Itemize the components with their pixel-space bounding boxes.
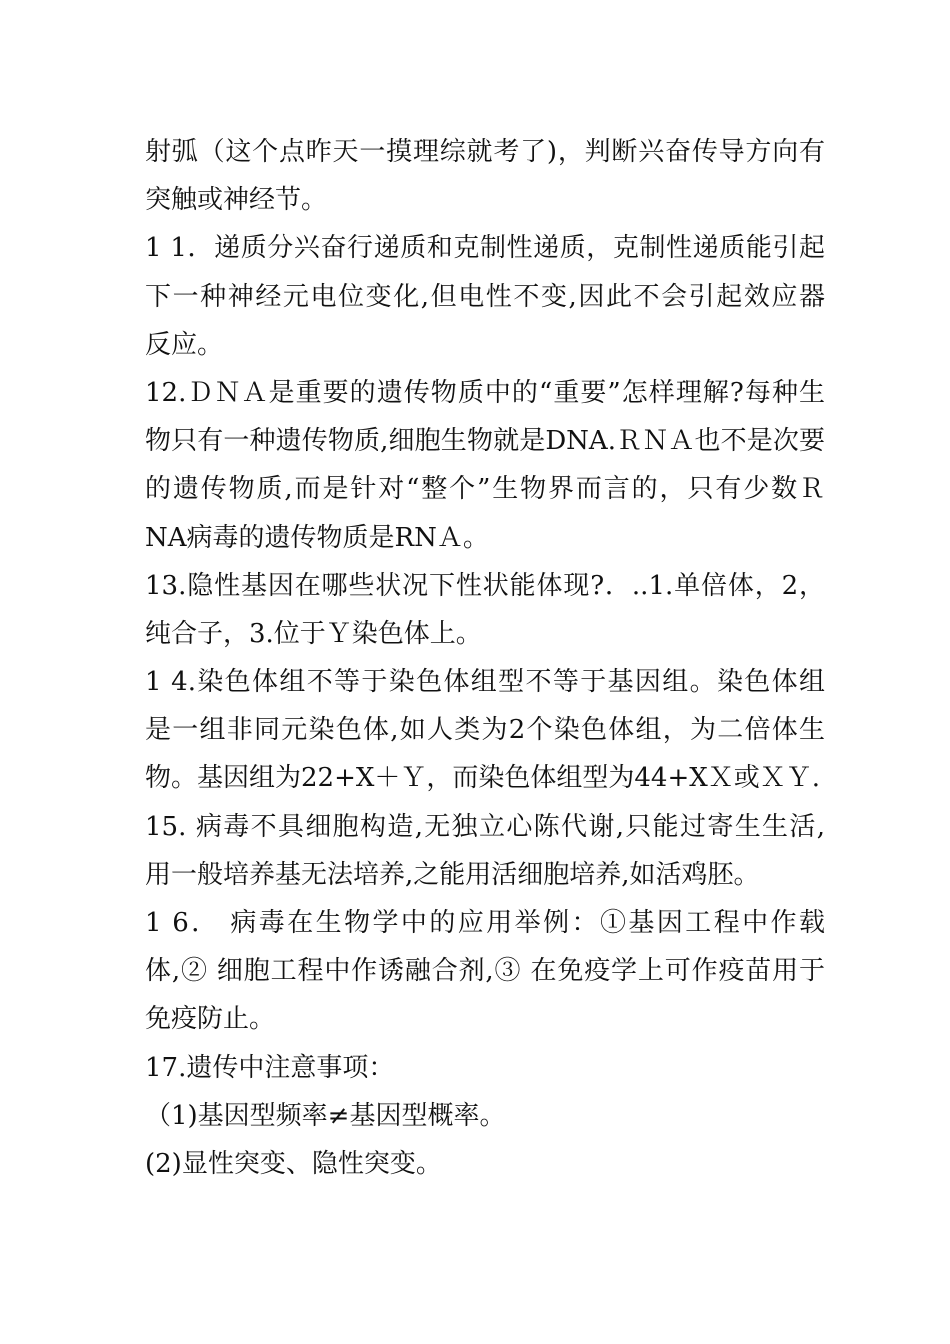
text-line: 12.ＤＮＡ是重要的遗传物质中的“重要”怎样理解?每种生: [145, 377, 825, 408]
text-line: 1 1．递质分兴奋行递质和克制性递质，克制性递质能引起: [145, 233, 825, 264]
text-line: 物。基因组为22+X＋Ｙ，而染色体组型为44+XＸ或ＸＹ.: [145, 763, 821, 794]
text-line: NA病毒的遗传物质是RNＡ。: [145, 522, 489, 553]
document-page: [145, 128, 825, 1188]
text-line: 突触或神经节。: [145, 185, 328, 216]
text-line: 的遗传物质,而是针对“整个”生物界而言的，只有少数Ｒ: [145, 474, 825, 505]
text-line: 反应。: [145, 329, 224, 360]
text-line: （1)基因型频率≠基因型概率。: [145, 1100, 506, 1131]
text-line: 体,② 细胞工程中作诱融合剂,③ 在免疫学上可作疫苗用于: [145, 956, 825, 987]
text-line: 15. 病毒不具细胞构造,无独立心陈代谢,只能过寄生生活,: [145, 811, 825, 842]
text-line: 是一组非同元染色体,如人类为2个染色体组，为二倍体生: [145, 715, 825, 746]
text-line: 1 4.染色体组不等于染色体组型不等于基因组。染色体组: [145, 667, 825, 698]
text-line: (2)显性突变、隐性突变。: [145, 1148, 442, 1179]
text-line: 射弧（这个点昨天一摸理综就考了)，判断兴奋传导方向有: [145, 137, 825, 167]
text-line: 物只有一种遗传物质,细胞生物就是DNA.ＲＮＡ也不是次要: [145, 426, 825, 457]
text-line: 免疫防止。: [145, 1004, 276, 1035]
text-line: 13.隐性基因在哪些状况下性状能体现?．..1.单倍体，2，: [145, 570, 825, 601]
text-line: 下一种神经元电位变化,但电性不变,因此不会引起效应器: [145, 281, 825, 312]
text-line: 1 6． 病毒在生物学中的应用举例：①基因工程中作载: [145, 908, 825, 938]
text-line: 用一般培养基无法培养,之能用活细胞培养,如活鸡胚。: [145, 859, 760, 890]
text-line: 17.遗传中注意事项：: [145, 1052, 395, 1083]
text-line: 纯合子，3.位于Ｙ染色体上。: [145, 618, 482, 649]
